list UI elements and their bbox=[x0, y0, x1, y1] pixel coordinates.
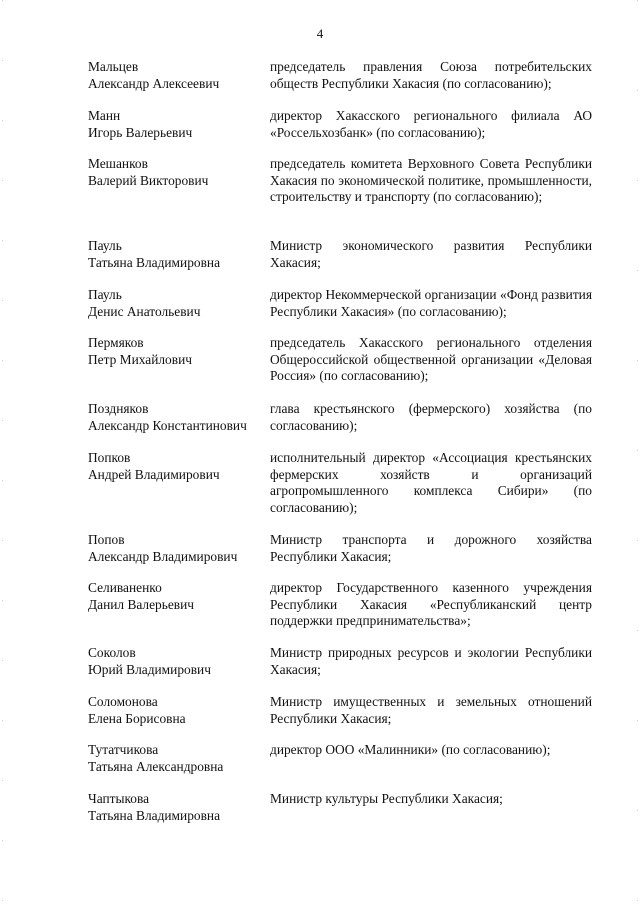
member-given-names: Елена Борисовна bbox=[88, 710, 186, 726]
member-name bbox=[88, 108, 268, 141]
member-role: Министр экономического развития Республики Хакасия; bbox=[270, 238, 592, 270]
member-surname: Пауль bbox=[88, 238, 122, 253]
member-role: председатель комитета Верховного Совета Республики Хакасия по экономической политике, промышленности, строительству и транспорту (по согласованию); bbox=[270, 156, 592, 204]
member-given-names: Татьяна Владимировна bbox=[88, 254, 221, 270]
member-surname: Пермяков bbox=[88, 335, 144, 350]
member-given-names: Татьяна Александровна bbox=[88, 758, 224, 774]
member-given-names: Юрий Владимирович bbox=[88, 661, 211, 677]
member-surname: Соколов bbox=[88, 645, 136, 660]
member-given-names: Петр Михайлович bbox=[88, 351, 192, 367]
member-given-names: Игорь Валерьевич bbox=[88, 124, 193, 140]
page-number: 4 bbox=[316, 26, 324, 41]
member-surname: Поздняков bbox=[88, 401, 149, 416]
member-surname: Тутатчикова bbox=[88, 742, 159, 757]
member-role: председатель Хакасского регионального отделения Общероссийской общественной организации «Деловая Россия» (по согласованию); bbox=[270, 335, 592, 383]
member-given-names: Александр Константинович bbox=[88, 417, 247, 433]
member-name bbox=[88, 401, 268, 434]
member-name bbox=[88, 532, 268, 565]
member-role: Министр имущественных и земельных отношений Республики Хакасия; bbox=[270, 694, 592, 726]
member-name bbox=[88, 742, 268, 775]
member-name bbox=[88, 645, 268, 678]
member-name bbox=[88, 335, 268, 368]
member-given-names: Александр Алексеевич bbox=[88, 75, 220, 91]
member-surname: Манн bbox=[88, 108, 121, 123]
member-given-names: Данил Валерьевич bbox=[88, 596, 195, 612]
member-name bbox=[88, 580, 268, 613]
member-role: исполнительный директор «Ассоциация крестьянских фермерских хозяйств и организаций агропромышленного комплекса Сибири» (по согласованию); bbox=[270, 450, 592, 515]
member-surname: Мальцев bbox=[88, 59, 139, 74]
member-surname: Попов bbox=[88, 532, 125, 547]
member-given-names: Денис Анатольевич bbox=[88, 303, 201, 319]
member-surname: Пауль bbox=[88, 287, 122, 302]
member-given-names: Татьяна Владимировна bbox=[88, 807, 221, 823]
member-surname: Попков bbox=[88, 450, 131, 465]
member-role: Министр культуры Республики Хакасия; bbox=[270, 791, 503, 806]
member-name bbox=[88, 791, 268, 824]
member-role: директор ООО «Малинники» (по согласованию); bbox=[270, 742, 551, 757]
member-surname: Селиваненко bbox=[88, 580, 162, 595]
member-role: председатель правления Союза потребительских обществ Республики Хакасия (по согласованию); bbox=[270, 59, 592, 91]
member-role: директор Некоммерческой организации «Фонд развития Республики Хакасия» (по согласованию); bbox=[270, 287, 592, 319]
member-given-names: Александр Владимирович bbox=[88, 548, 238, 564]
member-surname: Соломонова bbox=[88, 694, 158, 709]
member-surname: Чаптыкова bbox=[88, 791, 150, 806]
member-role: Министр природных ресурсов и экологии Республики Хакасия; bbox=[270, 645, 592, 677]
member-role: директор Хакасского регионального филиала АО «Россельхозбанк» (по согласованию); bbox=[270, 108, 592, 140]
member-role: глава крестьянского (фермерского) хозяйства (по согласованию); bbox=[270, 401, 592, 433]
member-surname: Мешанков bbox=[88, 156, 148, 171]
member-role: директор Государственного казенного учреждения Республики Хакасия «Республиканский центр поддержки предпринимательства»; bbox=[270, 580, 592, 628]
member-name bbox=[88, 59, 268, 92]
member-name bbox=[88, 450, 268, 483]
member-name bbox=[88, 287, 268, 320]
member-name bbox=[88, 238, 268, 271]
member-given-names: Андрей Владимирович bbox=[88, 466, 220, 482]
member-name bbox=[88, 156, 268, 189]
member-given-names: Валерий Викторович bbox=[88, 172, 209, 188]
member-name bbox=[88, 694, 268, 727]
member-role: Министр транспорта и дорожного хозяйства Республики Хакасия; bbox=[270, 532, 592, 564]
